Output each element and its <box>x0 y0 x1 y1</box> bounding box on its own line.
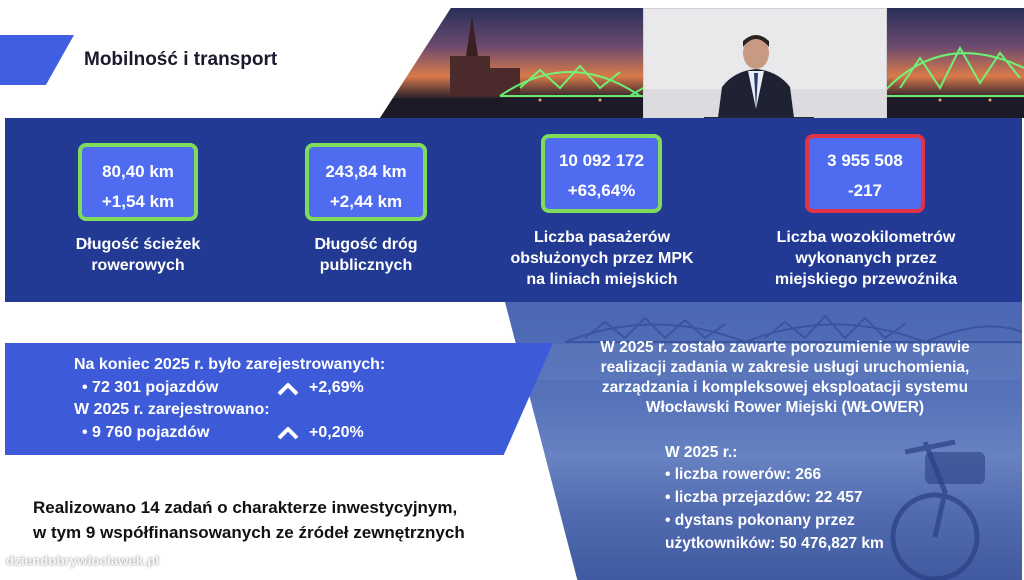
stat-box-mpk-passengers <box>541 134 662 213</box>
wlower-bullet-bikes: • liczba rowerów: 266 <box>665 466 822 483</box>
wlower-agreement-text <box>548 338 1022 418</box>
wlower-line: realizacji zadania w zakresie usługi uruchomienia, <box>600 359 970 376</box>
chevron-up-icon <box>277 426 299 440</box>
stat-value: 3 955 508 <box>827 151 903 170</box>
title-accent-shape <box>0 35 74 85</box>
chevron-up-icon <box>277 382 299 396</box>
caption-line: Liczba pasażerów <box>533 229 671 246</box>
stat-caption-mpk-passengers <box>486 227 718 290</box>
investments-line: w tym 9 współfinansowanych ze źródeł zewnętrznych <box>33 523 465 542</box>
speaker-figure <box>644 9 887 132</box>
investments-text <box>33 495 465 545</box>
registration-item-total: • 72 301 pojazdów <box>82 379 219 396</box>
stat-change: +63,64% <box>567 181 636 200</box>
stat-value: 80,40 km <box>102 162 174 181</box>
caption-line: Długość ścieżek <box>75 236 201 253</box>
caption-line: publicznych <box>319 257 413 274</box>
registration-heading-total: Na koniec 2025 r. było zarejestrowanych: <box>74 356 386 373</box>
wlower-line: Włocławski Rower Miejski (WŁOWER) <box>645 399 925 416</box>
wlower-bullet-rides: • liczba przejazdów: 22 457 <box>665 489 863 506</box>
stat-caption-vehicle-km <box>750 227 982 290</box>
caption-line: wykonanych przez <box>795 250 937 267</box>
stat-box-public-roads <box>305 143 427 221</box>
wlower-line: zarządzania i kompleksowej eksploatacji systemu <box>601 379 969 396</box>
caption-line: obsłużonych przez MPK <box>510 250 694 267</box>
watermark: dziendobrywloclawek.pl <box>6 553 160 568</box>
wlower-bullet-distance: • dystans pokonany przez <box>665 512 855 529</box>
registration-item-new: • 9 760 pojazdów <box>82 424 210 441</box>
caption-line: rowerowych <box>91 257 185 274</box>
stat-caption-public-roads <box>276 234 456 276</box>
investments-line: Realizowano 14 zadań o charakterze inwestycyjnym, <box>33 498 458 517</box>
caption-line: na liniach miejskich <box>526 271 678 288</box>
stat-caption-bike-paths <box>48 234 228 276</box>
stat-change: +1,54 km <box>101 192 175 211</box>
caption-line: Długość dróg <box>314 236 418 253</box>
slide-header <box>0 0 1024 118</box>
wlower-year-heading: W 2025 r.: <box>665 444 738 461</box>
registration-heading-new: W 2025 r. zarejestrowano: <box>74 401 270 418</box>
stat-value: 10 092 172 <box>558 151 645 170</box>
wlower-line: W 2025 r. zostało zawarte porozumienie w sprawie <box>600 339 970 356</box>
wlower-bullet-distance-value: użytkowników: 50 476,827 km <box>665 535 884 552</box>
registration-change-new: +0,20% <box>309 424 364 441</box>
stat-change: -217 <box>847 181 883 200</box>
stat-value: 243,84 km <box>325 162 407 181</box>
stat-box-vehicle-km <box>805 134 925 213</box>
page-title: Mobilność i transport <box>84 49 278 70</box>
speaker-video <box>643 8 887 132</box>
stat-change: +2,44 km <box>329 192 403 211</box>
caption-line: miejskiego przewoźnika <box>774 271 958 288</box>
caption-line: Liczba wozokilometrów <box>776 229 956 246</box>
stat-box-bike-paths <box>78 143 198 221</box>
registration-change-total: +2,69% <box>309 379 364 396</box>
